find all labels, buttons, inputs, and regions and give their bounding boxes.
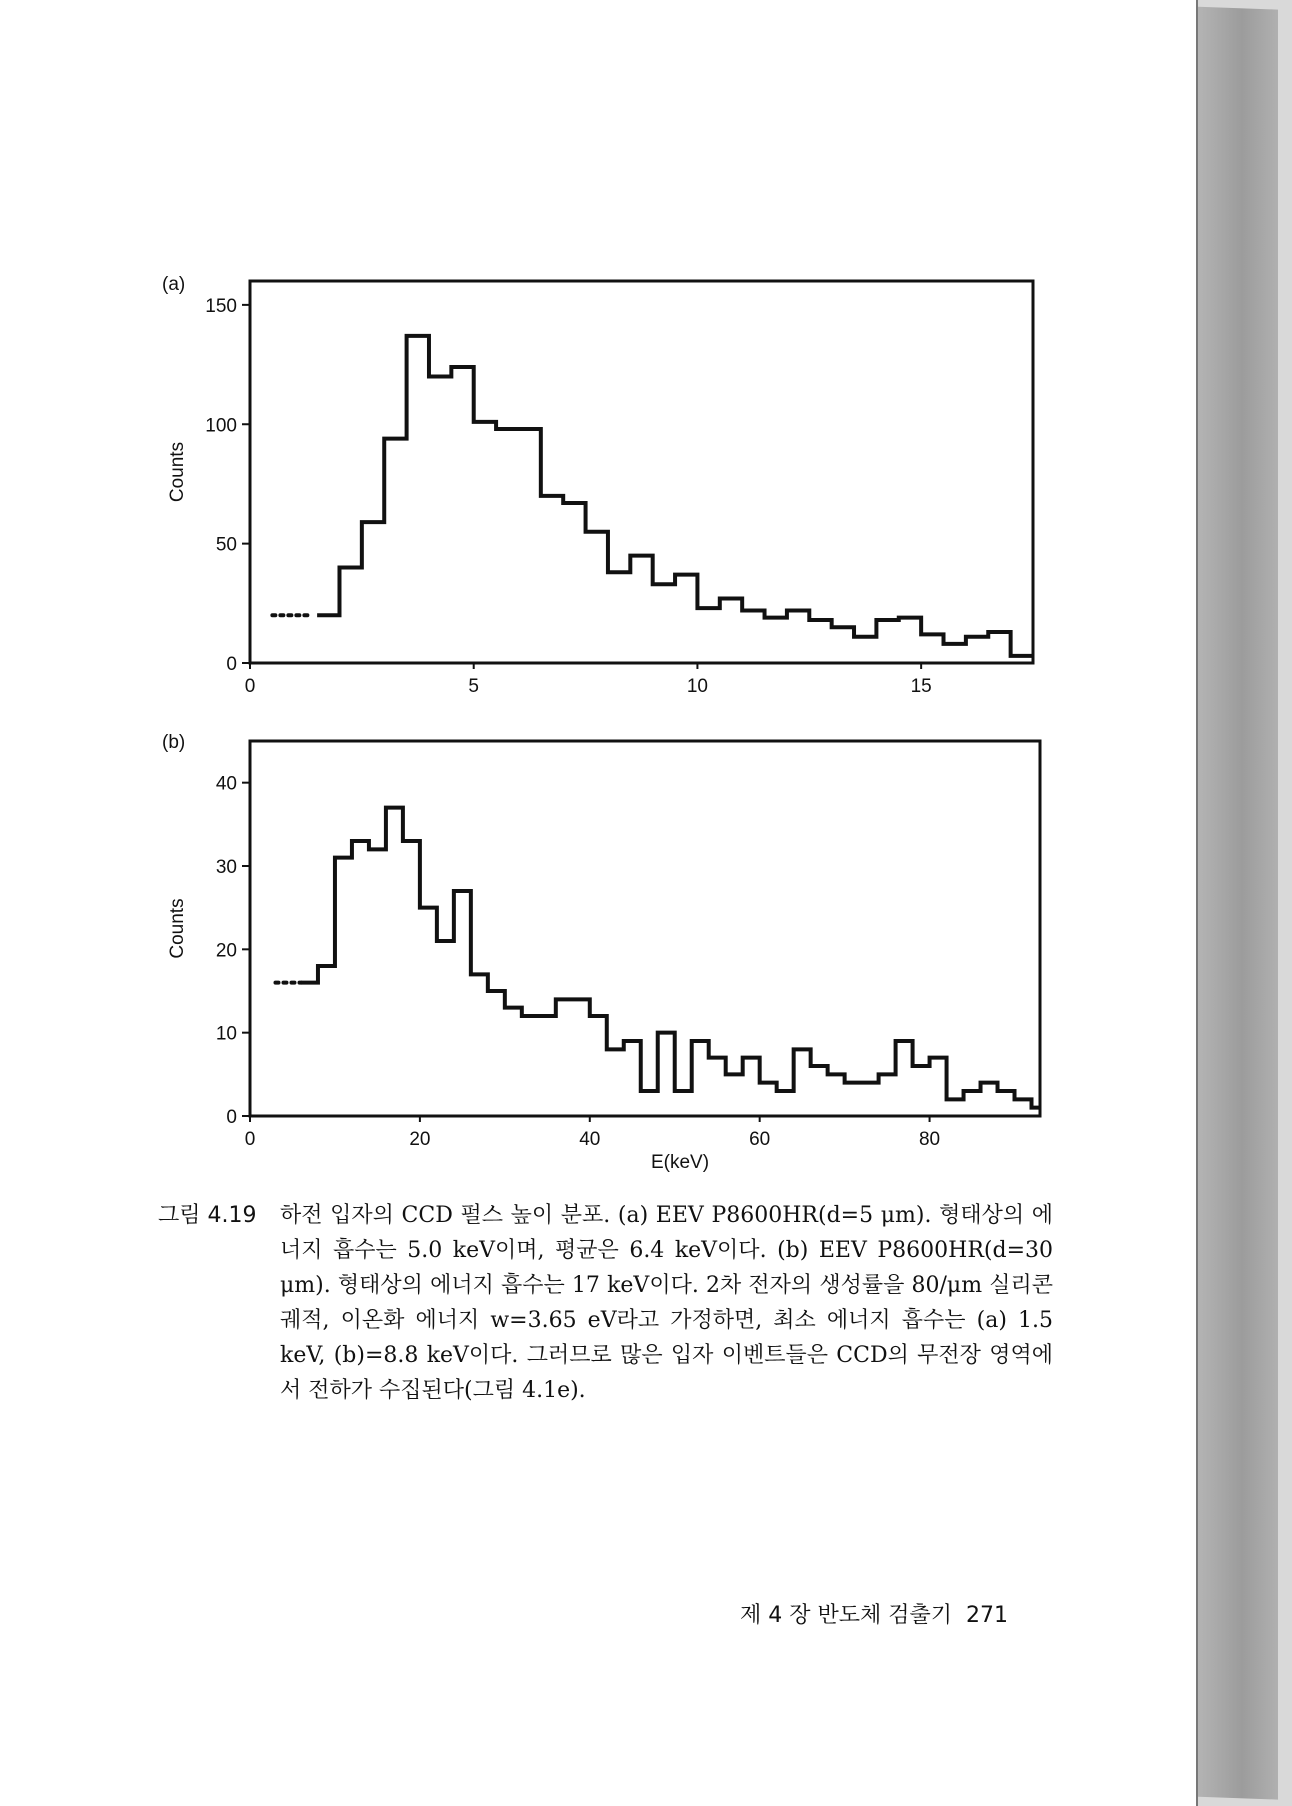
- panel-b-xlabel: E(keV): [650, 1152, 710, 1173]
- panel-a-ytick-label: 100: [205, 415, 237, 437]
- page-footer: [740, 1598, 1008, 1629]
- chapter-title: 제 4 장 반도체 검출기: [740, 1603, 952, 1628]
- panel-a-xtick-label: 15: [910, 676, 932, 697]
- panel-a-histogram-line: [317, 336, 1033, 656]
- panel-b-ytick-label: 10: [215, 1023, 237, 1045]
- panel-a-ytick-label: 150: [205, 295, 237, 317]
- figure-caption: [158, 1198, 1053, 1408]
- panel-a-label: (a): [162, 274, 186, 295]
- panel-b-ylabel: Counts: [167, 898, 188, 959]
- panel-a-plot-frame: [250, 281, 1033, 663]
- panel-b-ytick-label: 40: [215, 773, 237, 795]
- panel-a-ytick-label: 50: [215, 534, 237, 556]
- panel-b-plot-frame: [250, 741, 1040, 1116]
- panel-b-xtick-label: 40: [579, 1129, 601, 1150]
- panel-b-xtick-label: 20: [409, 1129, 431, 1150]
- panel-a-ytick-label: 0: [226, 654, 237, 675]
- panel-b-xtick-label: 0: [244, 1129, 256, 1150]
- panel-a-ylabel: Counts: [167, 441, 188, 503]
- panel-b-ytick-label: 0: [226, 1107, 237, 1128]
- panel-b-xtick-label: 80: [918, 1129, 941, 1150]
- panel-b-histogram-line: [301, 808, 1040, 1108]
- panel-b-ytick-label: 30: [215, 857, 237, 878]
- panel-b-xtick-label: 60: [749, 1129, 771, 1150]
- page-number: 271: [966, 1603, 1008, 1628]
- panel-b-ytick-label: 20: [215, 940, 237, 962]
- panel-a-xtick-label: 0: [244, 676, 256, 697]
- caption-text: 하전 입자의 CCD 펄스 높이 분포. (a) EEV P8600HR(d=5 μm). 형태상의 에너지 흡수는 5.0 keV이며, 평균은 6.4 keV이다. (b) EEV P8600HR(d=30 μm). 형태상의 에너지 흡수는 17 keV이다. 2차 전자의 생성률을 80/μm 실리콘 궤적, 이온화 에너지 w=3.65 eV라고 가정하면, 최소 에너지 흡수는 (a) 1.5 keV, (b)=8.8 keV이다. 그러므로 많은 입자 이벤트들은 CCD의 무전장 영역에서 전하가 수집된다(그림 4.1e).: [280, 1203, 1053, 1403]
- panel-a-xtick-label: 10: [686, 676, 708, 697]
- panel-b-label: (b): [162, 732, 186, 753]
- caption-label: 그림 4.19: [158, 1203, 257, 1228]
- panel-a-xtick-label: 5: [468, 676, 480, 697]
